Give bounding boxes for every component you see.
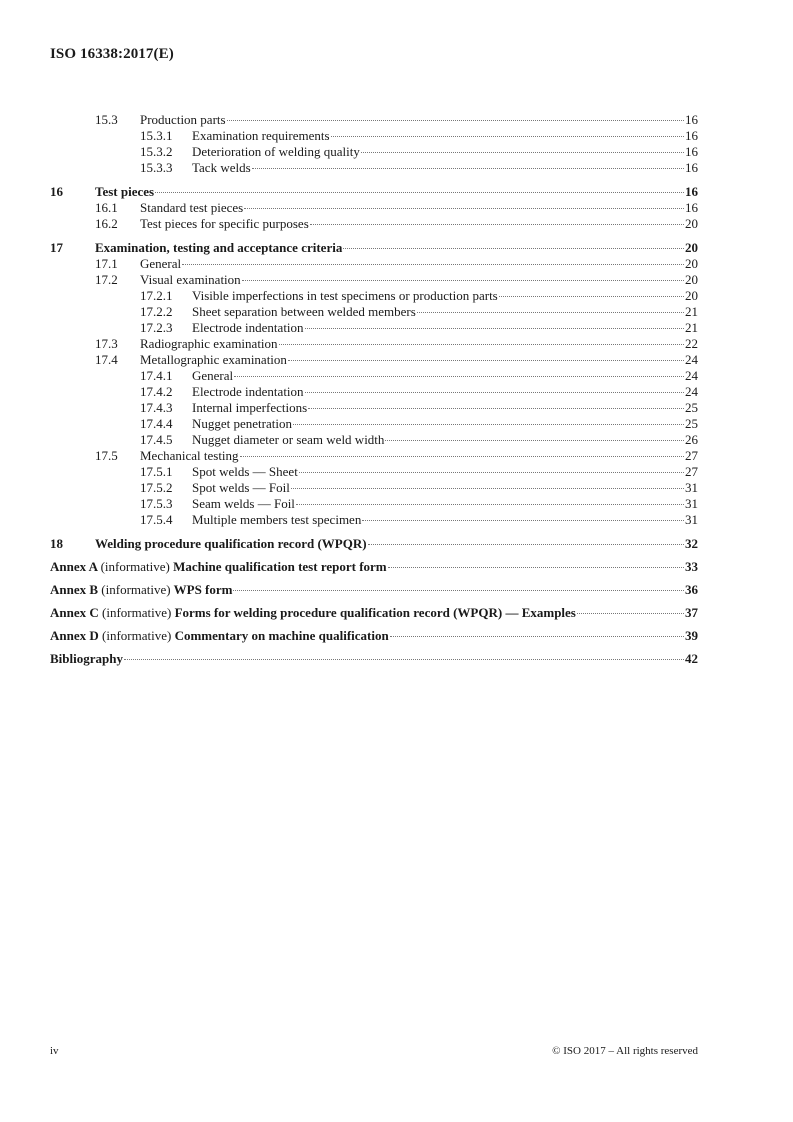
section-number: 17.5.4 [140,512,173,527]
section-number: 17 [50,240,63,255]
annex-label: Annex B [50,582,99,597]
toc-entry[interactable] [50,536,698,552]
toc-entry[interactable] [50,288,698,304]
dot-leader [499,296,684,297]
toc-entry[interactable] [50,352,698,368]
section-number: 18 [50,536,63,551]
section-title: Radiographic examination [140,336,278,351]
toc-bibliography-entry[interactable] [50,651,698,667]
dot-leader [296,504,684,505]
dot-leader [279,344,684,345]
dot-leader [234,376,684,377]
section-title: Internal imperfections [192,400,308,415]
section-title: Welding procedure qualification record (WPQR) [95,536,367,551]
section-number: 15.3.3 [140,160,173,175]
page-ref: 33 [685,559,698,574]
page-ref: 27 [685,448,698,463]
section-number: 17.4.1 [140,368,173,383]
section-title: Standard test pieces [140,200,244,215]
section-title: Spot welds — Foil [192,480,290,495]
section-title: General [192,368,234,383]
dot-leader [288,360,684,361]
annex-type: (informative) [100,559,170,574]
toc-entry[interactable] [50,320,698,336]
section-title: Examination, testing and acceptance criteria [95,240,343,255]
section-title: Electrode indentation [192,320,304,335]
dot-leader [182,264,684,265]
section-number: 17.5.1 [140,464,173,479]
toc-entry[interactable] [50,336,698,352]
page-ref: 20 [685,288,698,303]
section-number: 16 [50,184,63,199]
annex-type: (informative) [101,582,171,597]
section-number: 15.3.2 [140,144,173,159]
table-of-contents [50,112,698,667]
page-ref: 25 [685,400,698,415]
annex-heading [50,582,232,598]
page-footer [50,1045,698,1057]
dot-leader [388,567,684,568]
toc-entry[interactable] [50,480,698,496]
toc-entry[interactable] [50,416,698,432]
toc-entry[interactable] [50,448,698,464]
toc-entry[interactable] [50,200,698,216]
section-number: 17.4.3 [140,400,173,415]
toc-entry[interactable] [50,144,698,160]
page-ref: 21 [685,304,698,319]
dot-leader [385,440,684,441]
toc-entry[interactable] [50,256,698,272]
section-title: Seam welds — Foil [192,496,295,511]
page-ref: 27 [685,464,698,479]
page-ref: 31 [685,512,698,527]
page-ref: 21 [685,320,698,335]
annex-label: Annex A [50,559,98,574]
page-ref: 31 [685,480,698,495]
page-ref: 25 [685,416,698,431]
toc-entry[interactable] [50,160,698,176]
page-number: iv [50,1045,59,1057]
dot-leader [124,659,684,660]
toc-annex-entry[interactable] [50,582,698,598]
section-title: Mechanical testing [140,448,239,463]
dot-leader [299,472,684,473]
section-title: Metallographic examination [140,352,287,367]
dot-leader [305,328,684,329]
dot-leader [305,392,684,393]
toc-entry[interactable] [50,512,698,528]
toc-entry[interactable] [50,432,698,448]
page-ref: 16 [685,200,698,215]
page-ref: 37 [685,605,698,620]
section-number: 17.4.5 [140,432,173,447]
page-ref: 20 [685,240,698,255]
toc-entry[interactable] [50,304,698,320]
toc-entry[interactable] [50,272,698,288]
section-title: Electrode indentation [192,384,304,399]
annex-title: Commentary on machine qualification [174,628,389,643]
toc-entry[interactable] [50,384,698,400]
page-ref: 24 [685,384,698,399]
page-ref: 31 [685,496,698,511]
page-ref: 39 [685,628,698,643]
dot-leader [244,208,684,209]
dot-leader [227,120,684,121]
toc-annex-entry[interactable] [50,559,698,575]
dot-leader [310,224,684,225]
dot-leader [361,152,684,153]
section-number: 16.2 [95,216,118,231]
section-number: 15.3 [95,112,118,127]
section-title: Test pieces [95,184,155,199]
dot-leader [343,248,684,249]
dot-leader [252,168,684,169]
dot-leader [417,312,684,313]
section-number: 17.5.2 [140,480,173,495]
section-number: 16.1 [95,200,118,215]
section-title: Spot welds — Sheet [192,464,298,479]
page-ref: 20 [685,216,698,231]
page-ref: 16 [685,184,698,199]
page-ref: 24 [685,352,698,367]
dot-leader [368,544,684,545]
toc-entry[interactable] [50,240,698,256]
annex-title: WPS form [173,582,233,597]
toc-entry[interactable] [50,400,698,416]
section-title: Deterioration of welding quality [192,144,360,159]
section-number: 17.3 [95,336,118,351]
document-id-header: ISO 16338:2017(E) [50,46,174,62]
section-number: 17.2.2 [140,304,173,319]
section-number: 17.4.2 [140,384,173,399]
toc-annex-entry[interactable] [50,605,698,621]
toc-entry[interactable] [50,112,698,128]
annex-type: (informative) [102,605,172,620]
section-number: 17.1 [95,256,118,271]
page-ref: 16 [685,144,698,159]
annex-heading [50,559,387,575]
section-number: 17.2 [95,272,118,287]
annex-title: Machine qualification test report form [173,559,387,574]
page-ref: 32 [685,536,698,551]
page-ref: 16 [685,112,698,127]
section-title: Visible imperfections in test specimens or production parts [192,288,498,303]
section-title: Nugget penetration [192,416,292,431]
page-ref: 20 [685,256,698,271]
dot-leader [362,520,684,521]
page-ref: 36 [685,582,698,597]
annex-heading [50,628,389,644]
annex-type: (informative) [102,628,172,643]
copyright-notice: © ISO 2017 – All rights reserved [552,1045,698,1057]
page-ref: 16 [685,128,698,143]
annex-heading [50,605,576,621]
section-title: General [140,256,182,271]
dot-leader [331,136,684,137]
section-title: Visual examination [140,272,241,287]
annex-label: Annex D [50,628,99,643]
page-ref: 24 [685,368,698,383]
page-ref: 20 [685,272,698,287]
toc-entry[interactable] [50,464,698,480]
dot-leader [293,424,684,425]
section-title: Multiple members test specimen [192,512,362,527]
dot-leader [308,408,684,409]
section-number: 17.5 [95,448,118,463]
section-title: Nugget diameter or seam weld width [192,432,385,447]
section-title: Sheet separation between welded members [192,304,416,319]
section-title: Tack welds [192,160,251,175]
section-number: 17.2.1 [140,288,173,303]
section-number: 17.5.3 [140,496,173,511]
page-ref: 42 [685,651,698,666]
section-number: 17.2.3 [140,320,173,335]
dot-leader [155,192,684,193]
dot-leader [242,280,684,281]
toc-annex-entry[interactable] [50,628,698,644]
section-title: Production parts [140,112,226,127]
section-title: Examination requirements [192,128,330,143]
toc-entry[interactable] [50,128,698,144]
toc-entry[interactable] [50,216,698,232]
bibliography-title: Bibliography [50,651,123,666]
section-title: Test pieces for specific purposes [140,216,309,231]
section-number: 15.3.1 [140,128,173,143]
toc-entry[interactable] [50,368,698,384]
section-number: 17.4.4 [140,416,173,431]
dot-leader [291,488,684,489]
page-ref: 26 [685,432,698,447]
section-number: 17.4 [95,352,118,367]
annex-title: Forms for welding procedure qualification record (WPQR) — Examples [174,605,576,620]
page-ref: 16 [685,160,698,175]
dot-leader [233,590,684,591]
annex-label: Annex C [50,605,99,620]
toc-entry[interactable] [50,496,698,512]
dot-leader [577,613,684,614]
page-ref: 22 [685,336,698,351]
dot-leader [240,456,684,457]
dot-leader [390,636,684,637]
toc-entry[interactable] [50,184,698,200]
